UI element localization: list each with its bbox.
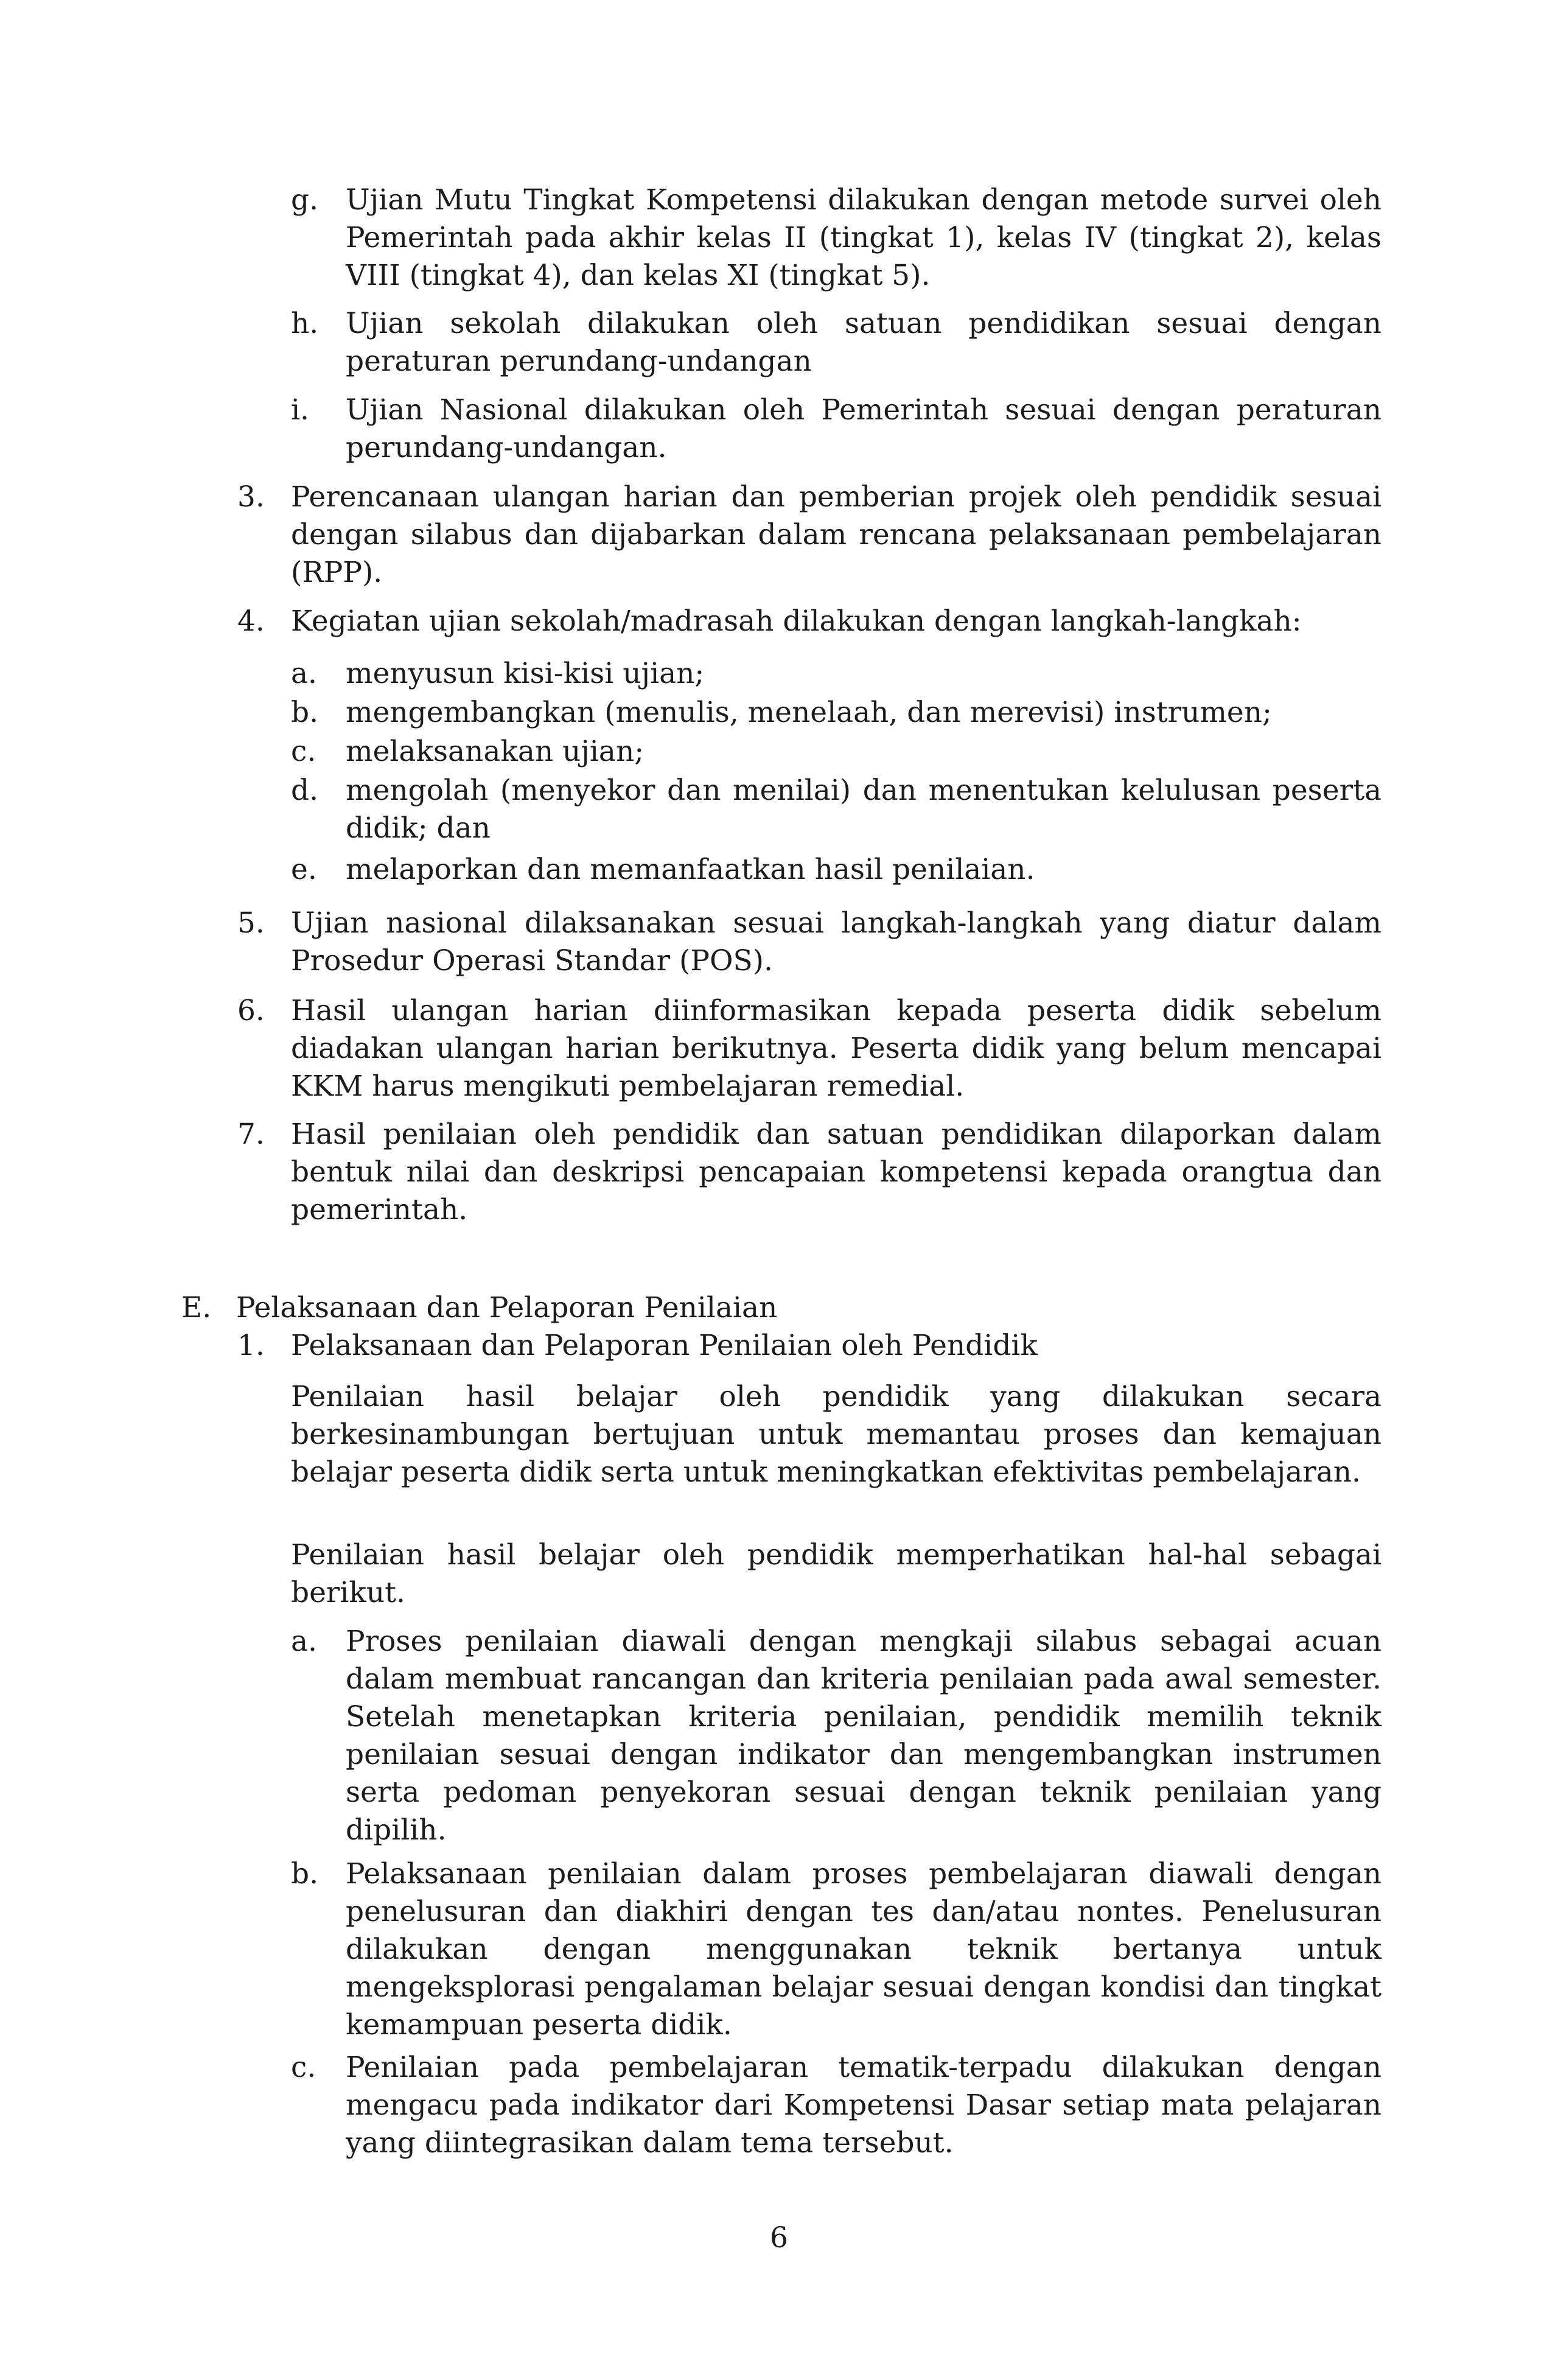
list-item-text: Ujian sekolah dilakukan oleh satuan pendidikan sesuai dengan peraturan perundang-undangan [346,307,1382,378]
list-marker: c. [291,2051,316,2084]
point-text: Pelaksanaan penilaian dalam proses pembelajaran diawali dengan penelusuran dan diakhiri dengan tes dan/atau nontes. Penelusuran dilakukan dengan menggunakan teknik bertanya untuk mengeksplorasi pengalaman belajar sesuai dengan kondisi dan tingkat kemampuan peserta didik. [346,1857,1382,2042]
point-text: Penilaian pada pembelajaran tematik-terpadu dilakukan dengan mengacu pada indikator dari Kompetensi Dasar setiap mata pelajaran yang diintegrasikan dalam tema tersebut. [346,2051,1382,2160]
list-marker: c. [291,735,316,768]
list-item-text: Hasil penilaian oleh pendidik dan satuan pendidikan dilaporkan dalam bentuk nilai dan deskripsi pencapaian kompetensi kepada orangtua dan pemerintah. [291,1118,1382,1227]
paragraph-1: Penilaian hasil belajar oleh pendidik yang dilakukan secara berkesinambungan bertujuan untuk memantau proses dan kemajuan belajar peserta didik serta untuk meningkatkan efektivitas pembelajaran. [291,1380,1382,1489]
list-marker: 5. [237,906,265,940]
list-marker: 4. [237,604,265,638]
point-text: Proses penilaian diawali dengan mengkaji silabus sebagai acuan dalam membuat rancangan dan kriteria penilaian pada awal semester. Setelah menetapkan kriteria penilaian, pendidik memilih teknik penilaian sesuai dengan indikator dan mengembangkan instrumen serta pedoman penyekoran sesuai dengan teknik penilaian yang dipilih. [346,1625,1382,1847]
list-marker: h. [291,307,319,340]
list-item-6 [237,992,1382,1105]
step-text: melaksanakan ujian; [346,735,645,768]
subsection-title: Pelaksanaan dan Pelaporan Penilaian oleh Pendidik [291,1329,1038,1362]
step-item-d [291,772,1382,847]
section-title: Pelaksanaan dan Pelaporan Penilaian [236,1291,778,1325]
step-text: mengembangkan (menulis, menelaah, dan merevisi) instrumen; [346,696,1272,729]
step-text: mengolah (menyekor dan menilai) dan menentukan kelulusan peserta didik; dan [346,774,1382,845]
section-heading-e [181,1289,1382,1327]
list-marker: d. [291,774,319,807]
list-marker: e. [291,853,317,886]
subsection-marker: 1. [237,1329,265,1362]
list-item-text: Ujian Nasional dilakukan oleh Pemerintah sesuai dengan peraturan perundang-undangan. [346,393,1382,464]
list-marker: 3. [237,480,265,514]
list-item-text: Ujian Mutu Tingkat Kompetensi dilakukan dengan metode survei oleh Pemerintah pada akhir kelas II (tingkat 1), kelas IV (tingkat 2), kelas VIII (tingkat 4), dan kelas XI (tingkat 5). [346,183,1382,292]
list-item-7 [237,1116,1382,1229]
paragraph-2: Penilaian hasil belajar oleh pendidik memperhatikan hal-hal sebagai berikut. [291,1538,1382,1609]
list-item-3 [237,478,1382,592]
list-item-text: Kegiatan ujian sekolah/madrasah dilakukan dengan langkah-langkah: [291,604,1302,638]
list-item-5 [237,905,1382,980]
list-marker: a. [291,657,317,690]
list-marker: 6. [237,994,265,1027]
step-item-e [291,851,1382,889]
point-item-b [291,1855,1382,2044]
list-item-text: Ujian nasional dilaksanakan sesuai langkah-langkah yang diatur dalam Prosedur Operasi Standar (POS). [291,906,1382,978]
list-marker: i. [291,393,309,427]
subsection-heading-1 [237,1327,1382,1365]
list-item-text: Perencanaan ulangan harian dan pemberian projek oleh pendidik sesuai dengan silabus dan dijabarkan dalam rencana pelaksanaan pembelajaran (RPP). [291,480,1382,589]
list-marker: b. [291,1857,319,1891]
list-marker: 7. [237,1118,265,1151]
step-text: menyusun kisi-kisi ujian; [346,657,705,690]
step-item-b [291,694,1382,732]
list-item-4 [237,603,1382,640]
point-item-c [291,2049,1382,2162]
section-marker: E. [181,1291,212,1325]
list-item-text: Hasil ulangan harian diinformasikan kepada peserta didik sebelum diadakan ulangan harian berikutnya. Peserta didik yang belum mencapai KKM harus mengikuti pembelajaran remedial. [291,994,1382,1103]
list-marker: a. [291,1625,317,1658]
step-item-a [291,655,1382,693]
step-text: melaporkan dan memanfaatkan hasil penilaian. [346,853,1035,886]
list-item-g [291,181,1382,295]
list-item-h [291,305,1382,380]
point-item-a [291,1623,1382,1849]
list-marker: g. [291,183,319,217]
list-item-i [291,391,1382,467]
step-item-c [291,733,1382,771]
list-marker: b. [291,696,319,729]
page-number: 6 [770,2221,788,2255]
